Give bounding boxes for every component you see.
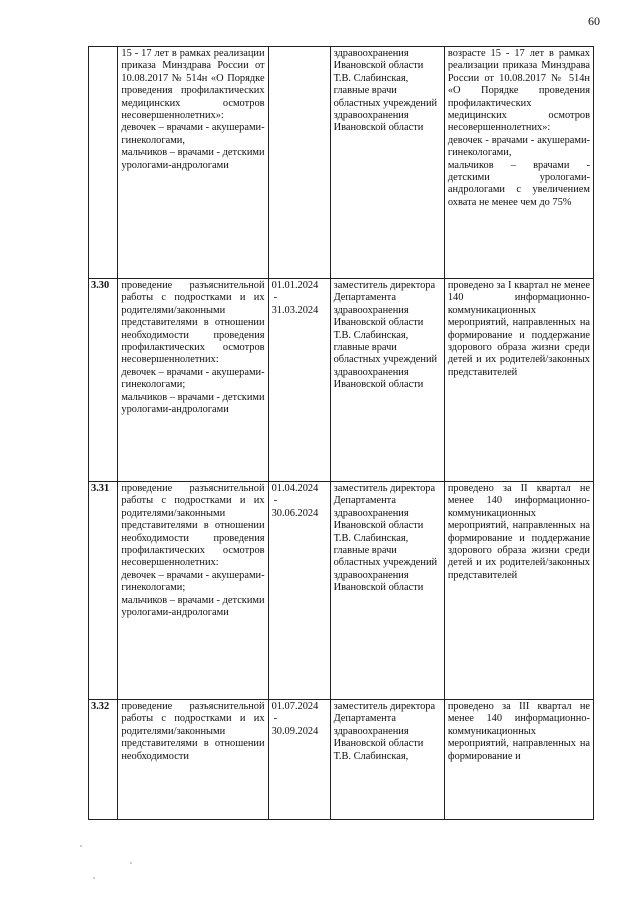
date-cell [268, 279, 330, 482]
table-row [89, 47, 594, 279]
date-cell [268, 47, 330, 279]
row-number [89, 47, 118, 279]
date-cell [268, 700, 330, 820]
responsible-cell: заместитель директора Департамента здравоохранения Ивановской области Т.В. Слабинская, [330, 700, 444, 820]
date-dash: - [273, 292, 278, 304]
activity-cell: 15 - 17 лет в рамках реализации приказа Минздрава России от 10.08.2017 № 514н «О Порядке проведения профилактических медицинских осмотров несовершеннолетних»: девочек – врачами - акушерами-гинекологами, мальчиков – врачами - детскими урологами-андрологами [118, 47, 268, 279]
date-end: 31.03.2024 [271, 304, 319, 316]
activity-cell: проведение разъяснительной работы с подростками и их родителями/законными представителями в отношении необходимости [118, 700, 268, 820]
responsible-cell: заместитель директора Департамента здравоохранения Ивановской области Т.В. Слабинская, главные врачи областных учреждений здравоохранения Ивановской области [330, 482, 444, 700]
result-cell: проведено за II квартал не менее 140 информационно-коммуникационных мероприятий, направленных на формирование и поддержание здорового образа жизни среди детей и их родителей/законных представителей [444, 482, 593, 700]
result-cell: возрасте 15 - 17 лет в рамках реализации приказа Минздрава России от 10.08.2017 № 514н «О Порядке проведения профилактических медицинских осмотров несовершеннолетних»: девочек - врачами - акушерами-гинекологами, мальчиков – врачами - детскими урологами-андрологами с увеличением охвата не менее чем до 75% [444, 47, 593, 279]
responsible-cell: здравоохранения Ивановской области Т.В. Слабинская, главные врачи областных учреждений здравоохранения Ивановской области [330, 47, 444, 279]
result-cell: проведено за I квартал не менее 140 информационно-коммуникационных мероприятий, направленных на формирование и поддержание здорового образа жизни среди детей и их родителей/законных представителей [444, 279, 593, 482]
scan-speck [130, 862, 132, 864]
date-start: 01.01.2024 [271, 280, 319, 291]
row-number: 3.32 [89, 700, 118, 820]
table-row [89, 279, 594, 482]
result-cell: проведено за III квартал не менее 140 информационно-коммуникационных мероприятий, направленных на формирование и [444, 700, 593, 820]
date-end: 30.06.2024 [271, 507, 319, 519]
scan-speck [93, 877, 95, 879]
date-end: 30.09.2024 [271, 725, 319, 737]
measures-table [88, 46, 594, 820]
responsible-cell: заместитель директора Департамента здравоохранения Ивановской области Т.В. Слабинская, главные врачи областных учреждений здравоохранения Ивановской области [330, 279, 444, 482]
date-dash: - [273, 713, 278, 725]
row-number: 3.30 [89, 279, 118, 482]
scan-speck [80, 845, 82, 847]
date-cell [268, 482, 330, 700]
activity-cell: проведение разъяснительной работы с подростками и их родителями/законными представителями в отношении необходимости проведения профилактических осмотров несовершеннолетних: девочек – врачами - акушерами-гинекологами; мальчиков – врачами - детскими урологами-андрологами [118, 279, 268, 482]
date-dash: - [273, 495, 278, 507]
page-number: 60 [588, 14, 600, 28]
date-start: 01.07.2024 [271, 701, 319, 712]
table-row [89, 700, 594, 820]
table-row [89, 482, 594, 700]
row-number: 3.31 [89, 482, 118, 700]
activity-cell: проведение разъяснительной работы с подростками и их родителями/законными представителями в отношении необходимости проведения профилактических осмотров несовершеннолетних: девочек – врачами - акушерами-гинекологами; мальчиков – врачами - детскими урологами-андрологами [118, 482, 268, 700]
date-start: 01.04.2024 [271, 483, 319, 494]
